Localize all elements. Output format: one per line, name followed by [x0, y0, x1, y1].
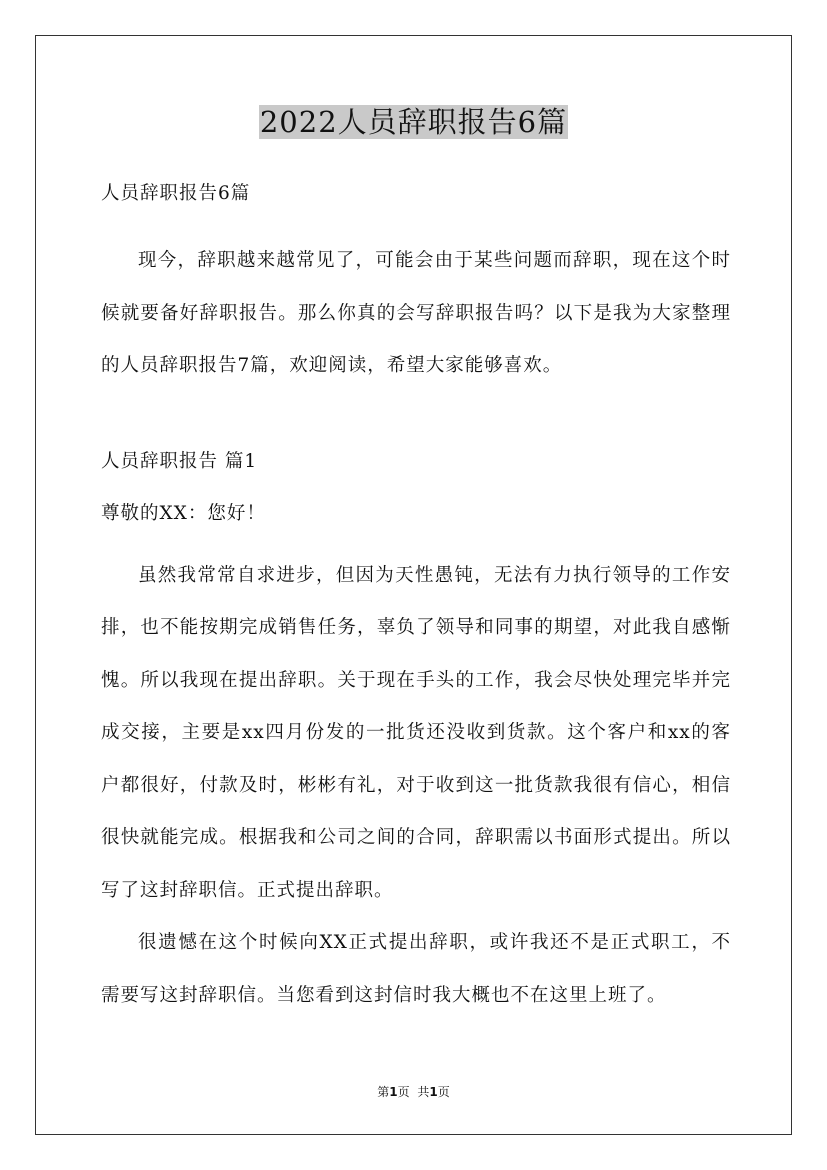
- footer-total-pages: 1: [429, 1085, 438, 1099]
- body-paragraph-2: 很遗憾在这个时候向XX正式提出辞职，或许我还不是正式职工，不需要写这封辞职信。当您看到这封信时我大概也不在这里上班了。: [101, 932, 731, 1006]
- footer-page-number: 1: [389, 1085, 398, 1099]
- document-body: [101, 175, 731, 1022]
- page-footer: [0, 1084, 827, 1100]
- subtitle: 人员辞职报告6篇: [101, 183, 251, 204]
- footer-page-prefix: 第: [377, 1085, 390, 1099]
- section-heading: 人员辞职报告 篇1: [101, 450, 258, 472]
- intro-paragraph: 现今，辞职越来越常见了，可能会由于某些问题而辞职，现在这个时候就要备好辞职报告。那么你真的会写辞职报告吗？以下是我为大家整理的人员辞职报告7篇，欢迎阅读，希望大家能够喜欢。: [101, 250, 731, 376]
- document-title: [0, 103, 827, 141]
- salutation: 尊敬的XX：您好！: [101, 502, 266, 524]
- footer-total-prefix: 共: [417, 1085, 430, 1099]
- document-title-text: 2022人员辞职报告6篇: [259, 105, 568, 139]
- footer-total-suffix: 页: [437, 1085, 450, 1099]
- body-paragraph-1: 虽然我常常自求进步，但因为天性愚钝，无法有力执行领导的工作安排，也不能按期完成销售任务，辜负了领导和同事的期望，对此我自感惭愧。所以我现在提出辞职。关于现在手头的工作，我会尽快处理完毕并完成交接，主要是xx四月份发的一批货还没收到货款。这个客户和xx的客户都很好，付款及时，彬彬有礼，对于收到这一批货款我很有信心，相信很快就能完成。根据我和公司之间的合同，辞职需以书面形式提出。所以写了这封辞职信。正式提出辞职。: [101, 564, 731, 901]
- footer-page-suffix: 页: [397, 1085, 410, 1099]
